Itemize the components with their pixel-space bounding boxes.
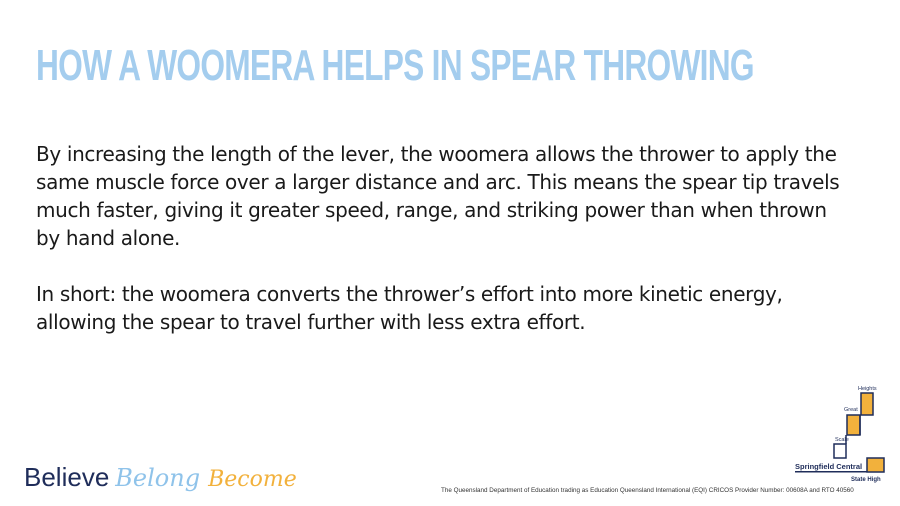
logo-underline: [795, 471, 867, 473]
logo-step-base: [867, 458, 884, 472]
school-logo: [780, 378, 890, 484]
motto-belong: Belong: [115, 464, 201, 492]
logo-label-heights: Heights: [858, 386, 877, 392]
slide-title: HOW A WOOMERA HELPS IN SPEAR THROWING: [36, 41, 754, 90]
logo-label-scale: Scale: [835, 437, 849, 443]
motto-become: Become: [208, 467, 297, 492]
logo-label-great: Great: [844, 407, 858, 413]
motto-believe: Believe: [24, 462, 110, 492]
logo-step-great: [847, 415, 860, 435]
logo-step-heights: [861, 393, 873, 415]
slide-body: [36, 140, 856, 336]
provider-notice: The Queensland Department of Education trading as Education Queensland International (EQI) CRICOS Provider Number: 00608A and RTO 40560: [441, 487, 854, 494]
logo-step-scale: [834, 444, 846, 458]
logo-school-type: State High: [851, 477, 881, 483]
paragraph-summary: In short: the woomera converts the thrower’s effort into more kinetic energy, allowing the spear to travel further with less extra effort.: [36, 282, 783, 334]
paragraph-lever-explanation: By increasing the length of the lever, the woomera allows the thrower to apply the same muscle force over a larger distance and arc. This means the spear tip travels much faster, giving it greater speed, range, and striking power than when thrown by hand alone.: [36, 142, 840, 250]
school-motto: [24, 462, 297, 502]
logo-school-name: Springfield Central: [795, 462, 863, 471]
